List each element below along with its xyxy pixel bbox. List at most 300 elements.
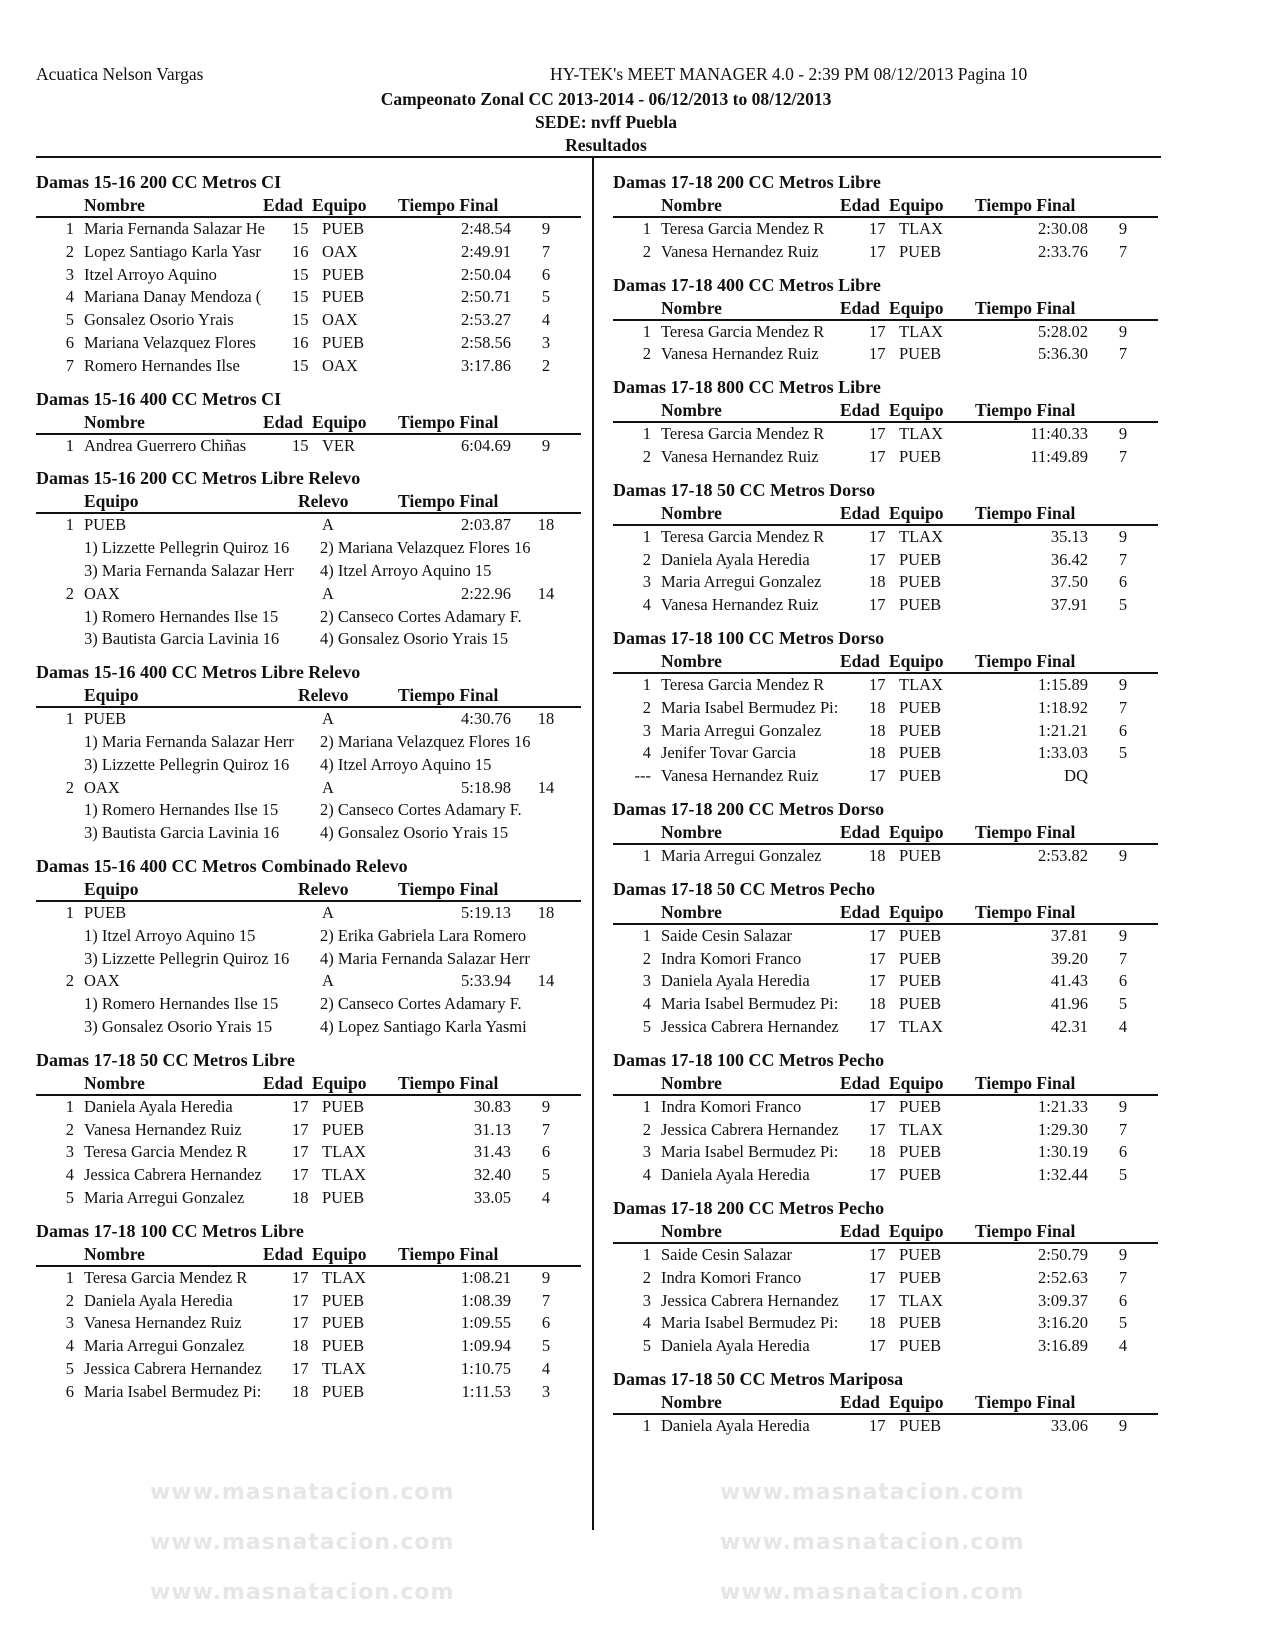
swimmer-name: Andrea Guerrero Chiñas: [84, 435, 247, 455]
place: 1: [65, 515, 74, 535]
relay-swimmer: 1) Romero Hernandes Ilse 15: [84, 800, 279, 820]
relay: A: [322, 709, 334, 729]
place: 2: [642, 948, 651, 968]
header-nombre: Nombre: [661, 650, 722, 671]
event-section: [36, 1219, 581, 1404]
team: PUEB: [899, 344, 942, 364]
place: 1: [65, 1267, 74, 1287]
header-edad: Edad: [840, 901, 880, 922]
result-row: [36, 1381, 581, 1404]
swimmer-name: Daniela Ayala Heredia: [661, 1415, 810, 1435]
result-row: [36, 332, 581, 355]
swimmer-name: Maria Arregui Gonzalez: [84, 1336, 245, 1356]
result-row: [36, 309, 581, 332]
header-edad: Edad: [263, 1243, 303, 1264]
header-tiempo-final: Tiempo Final: [398, 491, 499, 512]
relay-swimmers-row: [36, 822, 581, 845]
place: 4: [642, 1165, 651, 1185]
age: 17: [869, 526, 886, 546]
swimmer-name: Lopez Santiago Karla Yasr: [84, 241, 261, 261]
points: 9: [1118, 674, 1128, 694]
header-tiempo-final: Tiempo Final: [975, 901, 1076, 922]
points: 7: [1118, 1119, 1128, 1139]
header-nombre: Nombre: [661, 195, 722, 215]
table-header: [36, 1072, 581, 1096]
header-equipo: Equipo: [889, 821, 944, 842]
software-info: HY-TEK's MEET MANAGER 4.0 - 2:39 PM 08/12/2013 Pagina 10: [550, 64, 1028, 84]
relay-swimmers-row: [36, 537, 581, 560]
event-title: Damas 17-18 200 CC Metros Pecho: [613, 1197, 885, 1218]
result-row: [36, 355, 581, 378]
team: TLAX: [899, 1119, 943, 1139]
final-time: 2:22.96: [461, 583, 511, 603]
age: 17: [869, 344, 886, 364]
swimmer-name: Vanesa Hernandez Ruiz: [661, 766, 819, 786]
age: 18: [292, 1381, 309, 1401]
team: PUEB: [899, 595, 942, 615]
swimmer-name: Gonsalez Osorio Yrais: [84, 310, 234, 330]
header-equipo: Equipo: [889, 195, 944, 215]
swimmer-name: Jessica Cabrera Hernandez: [84, 1358, 262, 1378]
table-header: [613, 650, 1158, 674]
result-row: [613, 526, 1158, 549]
header-relevo: Relevo: [298, 491, 349, 512]
swimmer-name: Maria Isabel Bermudez Pi:: [84, 1381, 262, 1401]
table-header: [613, 194, 1158, 218]
header-edad: Edad: [263, 195, 303, 215]
header-tiempo-final: Tiempo Final: [975, 1391, 1076, 1412]
result-row: [613, 549, 1158, 572]
points: 9: [1118, 526, 1128, 546]
team: PUEB: [84, 902, 127, 922]
team: PUEB: [899, 549, 942, 569]
final-time: 36.42: [1050, 549, 1088, 569]
swimmer-name: Maria Isabel Bermudez Pi:: [661, 1313, 839, 1333]
swimmer-name: Daniela Ayala Heredia: [661, 549, 810, 569]
age: 15: [292, 264, 309, 284]
points: 7: [541, 1119, 551, 1139]
team: PUEB: [322, 1381, 365, 1401]
results-subtitle: Resultados: [565, 135, 647, 155]
age: 17: [869, 219, 886, 238]
points: 9: [541, 435, 551, 455]
age: 17: [869, 1290, 886, 1310]
age: 18: [869, 845, 886, 865]
points: 4: [541, 1358, 551, 1378]
relay-swimmer: 2) Canseco Cortes Adamary F.: [320, 800, 522, 820]
relay-swimmer: 1) Lizzette Pellegrin Quiroz 16: [84, 538, 290, 558]
result-row: [613, 993, 1158, 1016]
place: 4: [65, 1336, 74, 1356]
event-title: Damas 17-18 100 CC Metros Pecho: [613, 1049, 885, 1070]
result-row: [613, 697, 1158, 720]
points: 6: [541, 1313, 551, 1333]
header-equipo: Equipo: [312, 411, 367, 432]
swimmer-name: Vanesa Hernandez Ruiz: [84, 1313, 242, 1333]
event-section: [36, 466, 581, 651]
place: 2: [642, 446, 651, 466]
relay-row: [36, 970, 581, 993]
team: PUEB: [899, 1142, 942, 1162]
team: TLAX: [899, 219, 943, 238]
result-row: [36, 1187, 581, 1210]
result-row: [613, 845, 1158, 868]
final-time: 5:28.02: [1038, 321, 1088, 341]
age: 17: [869, 925, 886, 945]
team: PUEB: [322, 1119, 365, 1139]
result-row: [613, 1141, 1158, 1164]
points: 3: [541, 332, 551, 352]
final-time: 1:18.92: [1038, 697, 1088, 717]
final-time: 42.31: [1050, 1016, 1088, 1036]
place: 1: [65, 219, 74, 238]
swimmer-name: Romero Hernandes Ilse: [84, 355, 240, 375]
swimmer-name: Maria Isabel Bermudez Pi:: [661, 697, 839, 717]
swimmer-name: Mariana Velazquez Flores: [84, 332, 256, 352]
header-relevo: Relevo: [298, 878, 349, 899]
points: 9: [1118, 925, 1128, 945]
place: 1: [642, 674, 651, 694]
header-equipo: Equipo: [889, 901, 944, 922]
swimmer-name: Vanesa Hernandez Ruiz: [661, 595, 819, 615]
relay-swimmers-row: [36, 754, 581, 777]
age: 17: [292, 1165, 309, 1185]
result-row: [36, 1096, 581, 1119]
team: PUEB: [899, 1096, 942, 1116]
age: 17: [292, 1267, 309, 1287]
points: 9: [541, 1096, 551, 1116]
team: OAX: [322, 241, 358, 261]
place: 2: [65, 1290, 74, 1310]
result-row: [613, 1312, 1158, 1335]
age: 18: [292, 1336, 309, 1356]
result-row: [613, 1415, 1158, 1438]
points: 6: [1118, 1290, 1128, 1310]
age: 15: [292, 355, 309, 375]
relay-swimmer: 2) Erika Gabriela Lara Romero: [320, 925, 527, 945]
final-time: 11:49.89: [1030, 446, 1088, 466]
event-section: [36, 854, 581, 1039]
final-time: 1:10.75: [461, 1358, 511, 1378]
event-section: [613, 877, 1158, 1039]
table-header: [613, 297, 1158, 321]
swimmer-name: Indra Komori Franco: [661, 1267, 802, 1287]
meet-title: Campeonato Zonal CC 2013-2014 - 06/12/2013 to 08/12/2013: [380, 89, 832, 109]
header-tiempo-final: Tiempo Final: [398, 685, 499, 706]
final-time: 1:29.30: [1038, 1119, 1088, 1139]
place: 1: [642, 1415, 651, 1435]
venue: SEDE: nvff Puebla: [535, 112, 677, 132]
place: 2: [642, 241, 651, 261]
final-time: 30.83: [473, 1096, 511, 1116]
relay-swimmers-row: [36, 799, 581, 822]
final-time: 2:52.63: [1038, 1267, 1088, 1287]
relay-swimmer: 2) Canseco Cortes Adamary F.: [320, 994, 522, 1014]
relay-swimmer: 3) Lizzette Pellegrin Quiroz 16: [84, 754, 290, 774]
relay-swimmer: 3) Lizzette Pellegrin Quiroz 16: [84, 948, 290, 968]
swimmer-name: Teresa Garcia Mendez R: [661, 424, 825, 444]
relay-swimmers-row: [36, 993, 581, 1016]
result-row: [613, 1267, 1158, 1290]
swimmer-name: Vanesa Hernandez Ruiz: [84, 1119, 242, 1139]
event-title: Damas 17-18 200 CC Metros Libre: [613, 172, 881, 192]
points: 6: [1118, 572, 1128, 592]
points: 7: [1118, 1267, 1128, 1287]
event-title: Damas 17-18 400 CC Metros Libre: [613, 274, 881, 295]
table-header: [613, 1072, 1158, 1096]
swimmer-name: Teresa Garcia Mendez R: [661, 321, 825, 341]
points: 18: [537, 709, 555, 729]
points: 9: [1118, 845, 1128, 865]
event-section: [613, 273, 1158, 367]
event-title: Damas 15-16 200 CC Metros Libre Relevo: [36, 468, 361, 489]
result-row: [613, 765, 1158, 788]
event-section: [36, 1048, 581, 1210]
place: 1: [642, 1244, 651, 1264]
header-tiempo-final: Tiempo Final: [975, 195, 1076, 215]
event-title: Damas 17-18 50 CC Metros Mariposa: [613, 1368, 904, 1389]
header-equipo: Equipo: [84, 685, 139, 706]
result-row: [613, 594, 1158, 617]
points: 9: [1118, 321, 1128, 341]
table-header: [613, 1391, 1158, 1415]
team: TLAX: [322, 1142, 366, 1162]
relay-swimmers-row: [36, 731, 581, 754]
final-time: 2:53.82: [1038, 845, 1088, 865]
relay-swimmers-row: [36, 560, 581, 583]
place: 1: [642, 925, 651, 945]
points: 5: [1118, 743, 1128, 763]
age: 18: [869, 994, 886, 1014]
result-row: [36, 286, 581, 309]
header-tiempo-final: Tiempo Final: [975, 1072, 1076, 1093]
swimmer-name: Teresa Garcia Mendez R: [661, 526, 825, 546]
relay-row: [36, 708, 581, 731]
header-edad: Edad: [840, 400, 880, 421]
age: 17: [869, 948, 886, 968]
table-header: [36, 878, 581, 902]
header-edad: Edad: [263, 1072, 303, 1093]
final-time: 1:32.44: [1038, 1165, 1088, 1185]
relay: A: [322, 902, 334, 922]
right-column: [613, 170, 1158, 1447]
final-time: DQ: [1064, 766, 1088, 786]
team: PUEB: [899, 743, 942, 763]
place: 4: [642, 595, 651, 615]
watermark: www.masnatacion.com: [150, 1480, 455, 1505]
swimmer-name: Vanesa Hernandez Ruiz: [661, 344, 819, 364]
relay-row: [36, 777, 581, 800]
swimmer-name: Daniela Ayala Heredia: [84, 1290, 233, 1310]
age: 17: [869, 766, 886, 786]
event-title: Damas 17-18 50 CC Metros Pecho: [613, 878, 876, 899]
result-row: [36, 1141, 581, 1164]
place: 1: [65, 709, 74, 729]
age: 17: [869, 674, 886, 694]
watermark: www.masnatacion.com: [150, 1530, 455, 1555]
points: 6: [541, 264, 551, 284]
final-time: 6:04.69: [461, 435, 511, 455]
result-row: [613, 1290, 1158, 1313]
relay-swimmer: 4) Gonsalez Osorio Yrais 15: [320, 823, 509, 843]
event-title: Damas 17-18 200 CC Metros Dorso: [613, 798, 885, 819]
team: PUEB: [899, 241, 942, 261]
header-equipo: Equipo: [889, 650, 944, 671]
relay-swimmer: 1) Maria Fernanda Salazar Herr: [84, 731, 294, 751]
result-row: [613, 571, 1158, 594]
team: PUEB: [899, 1415, 942, 1435]
team: PUEB: [899, 994, 942, 1014]
header-tiempo-final: Tiempo Final: [398, 195, 499, 215]
points: 7: [1118, 948, 1128, 968]
points: 9: [541, 219, 551, 238]
points: 7: [1118, 549, 1128, 569]
final-time: 11:40.33: [1030, 424, 1088, 444]
header-equipo: Equipo: [312, 1072, 367, 1093]
relay-swimmer: 1) Itzel Arroyo Aquino 15: [84, 925, 256, 945]
team: PUEB: [899, 1267, 942, 1287]
event-title: Damas 15-16 400 CC Metros Combinado Relevo: [36, 855, 408, 876]
header-equipo: Equipo: [889, 400, 944, 421]
result-row: [36, 1335, 581, 1358]
points: 9: [1118, 219, 1128, 238]
age: 18: [869, 743, 886, 763]
result-row: [613, 1119, 1158, 1142]
header-nombre: Nombre: [84, 195, 145, 215]
place: 5: [65, 1358, 74, 1378]
relay-swimmer: 3) Maria Fernanda Salazar Herr: [84, 560, 294, 580]
age: 17: [869, 446, 886, 466]
points: 9: [541, 1267, 551, 1287]
swimmer-name: Saide Cesin Salazar: [661, 925, 793, 945]
final-time: 41.96: [1050, 994, 1088, 1014]
place: 2: [65, 971, 74, 991]
swimmer-name: Maria Arregui Gonzalez: [661, 845, 822, 865]
team: OAX: [84, 583, 120, 603]
points: 9: [1118, 1244, 1128, 1264]
result-row: [613, 423, 1158, 446]
team: PUEB: [322, 219, 365, 238]
header-tiempo-final: Tiempo Final: [398, 1072, 499, 1093]
age: 17: [292, 1313, 309, 1333]
relay-swimmers-row: [36, 628, 581, 651]
header-edad: Edad: [263, 411, 303, 432]
team: OAX: [322, 355, 358, 375]
place: 1: [642, 526, 651, 546]
age: 17: [292, 1290, 309, 1310]
final-time: 1:08.21: [461, 1267, 511, 1287]
age: 18: [292, 1187, 309, 1207]
event-title: Damas 17-18 800 CC Metros Libre: [613, 377, 881, 398]
team: TLAX: [322, 1165, 366, 1185]
team: PUEB: [899, 845, 942, 865]
team: PUEB: [899, 948, 942, 968]
age: 17: [869, 1267, 886, 1287]
age: 17: [292, 1096, 309, 1116]
place: 3: [642, 1290, 651, 1310]
final-time: 5:36.30: [1038, 344, 1088, 364]
team: PUEB: [322, 332, 365, 352]
relay-swimmer: 2) Mariana Velazquez Flores 16: [320, 538, 531, 558]
age: 15: [292, 310, 309, 330]
swimmer-name: Indra Komori Franco: [661, 1096, 802, 1116]
final-time: 2:50.04: [461, 264, 511, 284]
final-time: 39.20: [1050, 948, 1088, 968]
result-row: [613, 241, 1158, 264]
age: 17: [292, 1358, 309, 1378]
team: TLAX: [899, 424, 943, 444]
relay: A: [322, 583, 334, 603]
final-time: 3:16.20: [1038, 1313, 1088, 1333]
result-row: [613, 674, 1158, 697]
team: PUEB: [899, 1165, 942, 1185]
age: 17: [869, 549, 886, 569]
event-section: [36, 170, 581, 378]
swimmer-name: Jessica Cabrera Hernandez: [661, 1119, 839, 1139]
points: 9: [1118, 1096, 1128, 1116]
swimmer-name: Jessica Cabrera Hernandez: [84, 1165, 262, 1185]
event-title: Damas 17-18 100 CC Metros Dorso: [613, 627, 885, 648]
swimmer-name: Daniela Ayala Heredia: [661, 1165, 810, 1185]
place: 5: [642, 1336, 651, 1356]
result-row: [613, 925, 1158, 948]
age: 17: [869, 1119, 886, 1139]
header-edad: Edad: [840, 821, 880, 842]
place: 4: [642, 994, 651, 1014]
swimmer-name: Teresa Garcia Mendez R: [661, 219, 825, 238]
header-nombre: Nombre: [661, 502, 722, 523]
final-time: 2:03.87: [461, 515, 511, 535]
age: 15: [292, 435, 309, 455]
place: 2: [65, 241, 74, 261]
final-time: 4:30.76: [461, 709, 511, 729]
points: 5: [541, 1165, 551, 1185]
result-row: [613, 970, 1158, 993]
header-nombre: Nombre: [84, 1072, 145, 1093]
points: 2: [541, 355, 551, 375]
relay-swimmer: 4) Lopez Santiago Karla Yasmi: [320, 1016, 527, 1036]
swimmer-name: Maria Isabel Bermudez Pi:: [661, 1142, 839, 1162]
points: 4: [541, 1187, 551, 1207]
event-section: [36, 387, 581, 458]
place: 3: [65, 264, 74, 284]
result-row: [613, 720, 1158, 743]
header-tiempo-final: Tiempo Final: [975, 821, 1076, 842]
final-time: 32.40: [473, 1165, 511, 1185]
final-time: 1:09.94: [461, 1336, 511, 1356]
result-row: [613, 1335, 1158, 1358]
points: 5: [1118, 1313, 1128, 1333]
team: OAX: [84, 777, 120, 797]
result-row: [613, 321, 1158, 344]
result-row: [613, 218, 1158, 241]
header-equipo: Equipo: [889, 502, 944, 523]
swimmer-name: Daniela Ayala Heredia: [661, 1336, 810, 1356]
points: 5: [1118, 994, 1128, 1014]
team: PUEB: [899, 720, 942, 740]
header-edad: Edad: [840, 502, 880, 523]
header-nombre: Nombre: [661, 297, 722, 318]
place: 2: [65, 583, 74, 603]
event-title: Damas 15-16 400 CC Metros Libre Relevo: [36, 662, 361, 683]
final-time: 1:15.89: [1038, 674, 1088, 694]
result-row: [613, 446, 1158, 469]
final-time: 1:30.19: [1038, 1142, 1088, 1162]
points: 3: [541, 1381, 551, 1401]
points: 5: [1118, 595, 1128, 615]
left-column: [36, 170, 581, 1412]
final-time: 3:17.86: [461, 355, 511, 375]
